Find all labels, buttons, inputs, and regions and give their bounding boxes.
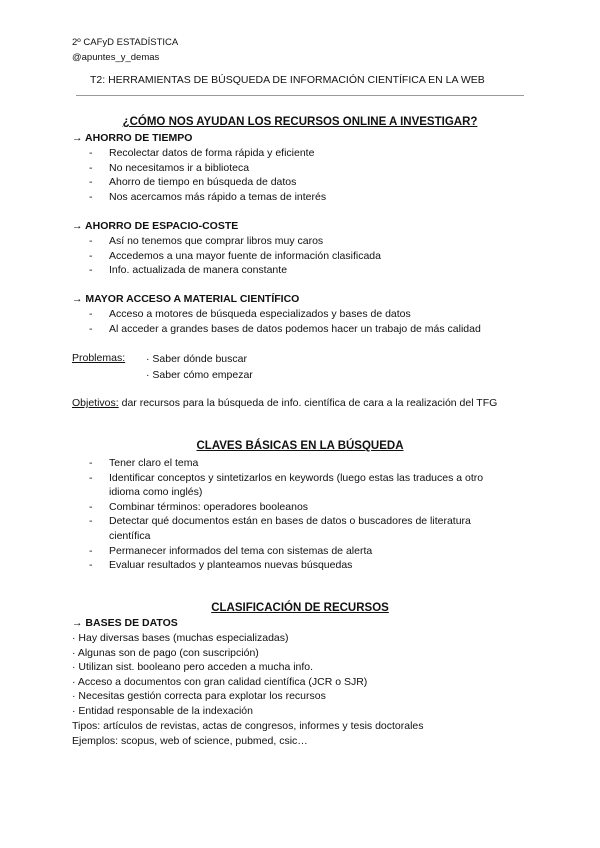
objectives-text: dar recursos para la búsqueda de info. científica de cara a la realización del TFG — [118, 397, 498, 409]
list-item: - Recolectar datos de forma rápida y eficiente — [72, 146, 532, 161]
databases-list — [72, 631, 367, 719]
list-item: - Ahorro de tiempo en búsqueda de datos — [72, 175, 532, 190]
group-title-time-saving: → AHORRO DE TIEMPO — [72, 132, 193, 144]
list-item: - Tener claro el tema — [72, 456, 512, 471]
list-item: · Saber dónde buscar — [146, 353, 247, 365]
list-item: - Detectar qué documentos están en bases de datos o buscadores de literatura científica — [72, 514, 512, 543]
problems-list — [146, 351, 253, 383]
list-item: - Identificar conceptos y sintetizarlos en keywords (luego estas las traduces a otro idioma como inglés) — [72, 471, 512, 500]
group-title-space-cost: → AHORRO DE ESPACIO-COSTE — [72, 220, 239, 232]
group-title-scientific-access: → MAYOR ACCESO A MATERIAL CIENTÍFICO — [72, 293, 300, 305]
database-types: Tipos: artículos de revistas, actas de congresos, informes y tesis doctorales — [72, 720, 424, 732]
objectives-paragraph — [72, 396, 497, 411]
space-cost-list — [72, 234, 532, 278]
title-divider — [76, 95, 524, 96]
list-item: · Acceso a documentos con gran calidad científica (JCR o SJR) — [72, 675, 368, 688]
section-heading-online-resources: ¿CÓMO NOS AYUDAN LOS RECURSOS ONLINE A INVESTIGAR? — [122, 116, 478, 128]
document-title: T2: HERRAMIENTAS DE BÚSQUEDA DE INFORMACIÓN CIENTÍFICA EN LA WEB — [90, 74, 485, 86]
list-item: · Utilizan sist. booleano pero acceden a mucha info. — [72, 661, 314, 674]
list-item: · Algunas son de pago (con suscripción) — [72, 646, 259, 659]
problems-label: Problemas: — [72, 352, 126, 364]
list-item: - Combinar términos: operadores booleanos — [72, 500, 512, 515]
section-heading-resource-classification: CLASIFICACIÓN DE RECURSOS — [211, 602, 389, 614]
list-item: - Así no tenemos que comprar libros muy caros — [72, 234, 532, 249]
list-item: - Nos acercamos más rápido a temas de interés — [72, 190, 532, 205]
list-item: - Evaluar resultados y planteamos nuevas búsquedas — [72, 558, 512, 573]
course-label: 2º CAFyD ESTADÍSTICA — [72, 37, 179, 48]
objectives-label: Objetivos: — [72, 397, 119, 409]
list-item: - No necesitamos ir a biblioteca — [72, 161, 532, 176]
list-item: · Hay diversas bases (muchas especializadas) — [72, 632, 289, 644]
scientific-access-list — [72, 307, 532, 336]
author-handle: @apuntes_y_demas — [72, 52, 160, 63]
time-saving-list — [72, 146, 532, 204]
list-item: - Al acceder a grandes bases de datos podemos hacer un trabajo de más calidad — [72, 322, 532, 337]
list-item: · Saber cómo empezar — [146, 369, 253, 381]
list-item: - Permanecer informados del tema con sistemas de alerta — [72, 544, 512, 559]
section-heading-search-keys: CLAVES BÁSICAS EN LA BÚSQUEDA — [196, 440, 404, 452]
group-title-databases: → BASES DE DATOS — [72, 617, 178, 629]
list-item: - Accedemos a una mayor fuente de información clasificada — [72, 249, 532, 264]
list-item: - Acceso a motores de búsqueda especializados y bases de datos — [72, 307, 532, 322]
list-item: · Necesitas gestión correcta para explotar los recursos — [72, 690, 326, 703]
database-examples: Ejemplos: scopus, web of science, pubmed, csic… — [72, 735, 308, 747]
list-item: · Entidad responsable de la indexación — [72, 704, 253, 717]
search-keys-list — [72, 456, 512, 573]
list-item: - Info. actualizada de manera constante — [72, 263, 532, 278]
